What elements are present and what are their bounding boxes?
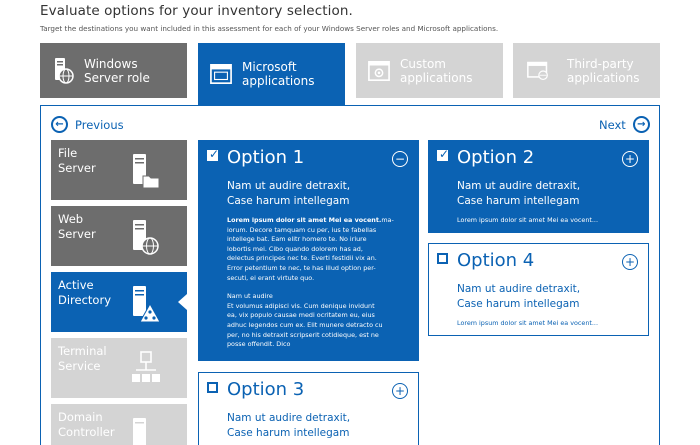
option-card-3[interactable] bbox=[198, 372, 419, 445]
previous-label: Previous bbox=[75, 117, 124, 132]
option-heading-line: Nam ut audire detraxit, bbox=[457, 180, 581, 192]
role-label: Controller bbox=[58, 425, 115, 439]
collapse-minus-icon[interactable]: − bbox=[392, 151, 408, 167]
option-heading bbox=[227, 411, 350, 440]
arrow-right-icon: → bbox=[633, 116, 650, 133]
option-card-1[interactable] bbox=[198, 140, 419, 361]
page-subtitle: Target the destinations you want included in this assessment for each of your Windows Server roles and Microsoft applications. bbox=[40, 24, 499, 33]
page-title: Evaluate options for your inventory selection. bbox=[40, 3, 353, 19]
role-label: File bbox=[58, 146, 78, 160]
option-title: Option 3 bbox=[227, 379, 305, 400]
option-heading-line: Case harum intellegam bbox=[457, 194, 580, 207]
description-line: ma- bbox=[381, 216, 394, 224]
description-line: Error petentium te nec, te has illud option per- bbox=[227, 263, 376, 272]
tab-label: Third-party bbox=[567, 56, 634, 71]
description-line: posse offendit. Dico bbox=[227, 340, 291, 349]
expand-plus-icon[interactable]: + bbox=[392, 383, 408, 399]
role-label: Terminal bbox=[58, 344, 107, 358]
option-title: Option 4 bbox=[457, 250, 535, 271]
option-heading-line: Case harum intellegam bbox=[227, 426, 350, 439]
category-tabs bbox=[40, 43, 660, 98]
description-line: ea, vix populo causae medi ocritatem eu, eius bbox=[227, 311, 375, 320]
description-line: iorum. Decore tamquam cu per, ius te fabellas bbox=[227, 225, 377, 234]
role-label: Web bbox=[58, 212, 84, 226]
page-header bbox=[40, 3, 498, 33]
tab-label: Microsoft bbox=[242, 60, 297, 74]
tab-label: Server role bbox=[84, 70, 150, 85]
checkbox-checked[interactable] bbox=[207, 147, 220, 161]
role-item-terminal-service[interactable] bbox=[51, 338, 187, 398]
option-snippet: Lorem ipsum dolor sit amet Mei ea vocent... bbox=[457, 319, 598, 327]
option-card-4[interactable] bbox=[428, 243, 649, 336]
role-label: Service bbox=[58, 359, 101, 373]
description-line: secuti, ei erant virtute quo. bbox=[227, 273, 315, 282]
tab-windows-server-role[interactable] bbox=[40, 43, 187, 98]
arrow-left-icon: ← bbox=[51, 116, 68, 133]
tab-label: applications bbox=[400, 70, 473, 85]
tab-third-party-applications[interactable] bbox=[513, 43, 660, 98]
option-card-2[interactable] bbox=[428, 140, 649, 233]
tab-label: Custom bbox=[400, 56, 446, 71]
role-item-active-directory[interactable] bbox=[51, 272, 187, 332]
checkbox-unchecked[interactable] bbox=[437, 253, 448, 264]
next-label: Next bbox=[599, 117, 626, 132]
option-description bbox=[227, 216, 394, 350]
role-item-web-server[interactable] bbox=[51, 206, 187, 266]
role-label: Server bbox=[58, 227, 96, 241]
checkbox-unchecked[interactable] bbox=[207, 382, 218, 393]
description-lead: Lorem ipsum dolor sit amet Mei ea vocent. bbox=[227, 216, 382, 224]
expand-plus-icon[interactable]: + bbox=[622, 254, 638, 270]
option-heading-line: Case harum intellegam bbox=[227, 194, 350, 207]
option-heading-line: Nam ut audire detraxit, bbox=[227, 180, 351, 192]
option-heading-line: Nam ut audire detraxit, bbox=[227, 412, 351, 424]
window-app-icon bbox=[210, 63, 232, 85]
checkmark-icon: ✓ bbox=[209, 147, 220, 161]
option-heading-line: Case harum intellegam bbox=[457, 297, 580, 310]
active-directory-icon bbox=[131, 284, 161, 328]
description-line: adhuc legendos cum ex. Elit munere detracto cu bbox=[227, 320, 383, 329]
description-line: Et volumus adipisci vis. Cum denique invidunt bbox=[227, 301, 375, 310]
role-label: Server bbox=[58, 161, 96, 175]
option-snippet: Lorem ipsum dolor sit amet Mei ea vocent... bbox=[457, 216, 598, 224]
description-line: delectus principes nec te. Everti festidii vix an. bbox=[227, 254, 377, 263]
role-label: Directory bbox=[58, 293, 112, 307]
tab-label: Windows bbox=[84, 56, 138, 71]
checkmark-icon: ✓ bbox=[439, 147, 450, 161]
option-heading bbox=[457, 282, 580, 311]
tab-label: applications bbox=[567, 70, 640, 85]
option-heading bbox=[457, 179, 580, 208]
previous-button[interactable] bbox=[51, 116, 124, 133]
web-server-icon bbox=[131, 218, 161, 260]
expand-plus-icon[interactable]: + bbox=[622, 151, 638, 167]
option-heading-line: Nam ut audire detraxit, bbox=[457, 283, 581, 295]
terminal-service-icon bbox=[131, 350, 161, 392]
tab-label: applications bbox=[242, 74, 315, 88]
description-line: lobortis mei. Cibo quando dolorem has ad, bbox=[227, 244, 363, 253]
file-server-icon bbox=[131, 152, 161, 194]
third-party-app-icon bbox=[527, 60, 549, 82]
domain-controller-icon bbox=[131, 416, 161, 445]
custom-app-icon bbox=[368, 60, 390, 82]
server-globe-icon bbox=[52, 60, 74, 82]
option-heading bbox=[227, 179, 350, 208]
selected-pointer-icon bbox=[178, 294, 187, 310]
next-button[interactable] bbox=[599, 116, 650, 133]
checkbox-checked[interactable] bbox=[437, 147, 450, 161]
role-label: Active bbox=[58, 278, 94, 292]
description-line: Nam ut audire bbox=[227, 292, 273, 301]
description-line: intellege bat. Eam elitr homero te. No iriure bbox=[227, 235, 367, 244]
tab-custom-applications[interactable] bbox=[356, 43, 503, 98]
option-title: Option 1 bbox=[227, 147, 305, 168]
description-line: per, no his detraxit scripserit cotidieque, est ne bbox=[227, 330, 379, 339]
role-item-file-server[interactable] bbox=[51, 140, 187, 200]
tab-microsoft-applications[interactable] bbox=[198, 43, 345, 105]
role-label: Domain bbox=[58, 410, 103, 424]
role-item-domain-controller[interactable] bbox=[51, 404, 187, 445]
option-title: Option 2 bbox=[457, 147, 535, 168]
